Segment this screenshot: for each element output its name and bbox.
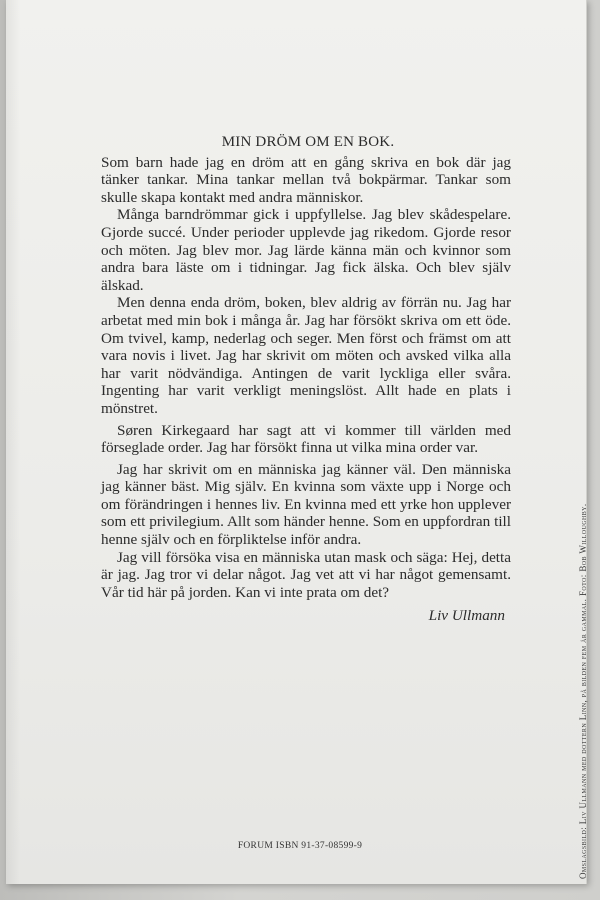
paragraph-4: Søren Kirkegaard har sagt att vi kommer till världen med förseglade order. Jag har försökt finna ut vilka mina order var. bbox=[101, 421, 511, 457]
publisher-isbn: FORUM ISBN 91-37-08599-9 bbox=[237, 841, 363, 851]
cover-photo-credit: Omslagsbild: Liv Ullmann med dottern Linn, på bilden fem år gammal. Foto: Bob Willoughby. bbox=[578, 503, 588, 879]
paragraph-5: Jag har skrivit om en människa jag känner väl. Den människa jag känner bäst. Mig själv. En kvinna som växte upp i Norge och om förändringen i hennes liv. En kvinna med ett yrke hon upplever som ett privilegium. Allt som händer henne. Som en uppfordran till henne själv och en förpliktelse inför andra. bbox=[101, 460, 511, 549]
paragraph-6: Jag vill försöka visa en människa utan mask och säga: Hej, detta är jag. Jag tror vi delar något. Jag vet att vi har något gemensamt. Vår tid här på jorden. Kan vi inte prata om det? bbox=[101, 548, 511, 601]
paragraph-3: Men denna enda dröm, boken, blev aldrig av förrän nu. Jag har arbetat med min bok i många år. Jag har försökt skriva om ett öde. Om tvivel, kamp, nederlag och seger. Men först och främst om att vara novis i livet. Jag har skrivit om möten och avsked vilka alla har varit nödvändiga. Antingen de varit lyckliga eller svåra. Ingenting har varit verkligt meningslöst. Allt hade en plats i mönstret. bbox=[101, 294, 511, 417]
paragraph-2: Många barndrömmar gick i uppfyllelse. Jag blev skådespelare. Gjorde succé. Under perioder upplevde jag rikedom. Gjorde resor och möten. Jag blev mor. Jag lärde känna män och kvinnor som andra bara läste om i tidningar. Jag fick älska. Och blev själv älskad. bbox=[101, 206, 511, 294]
blurb-text-block bbox=[101, 134, 511, 640]
paragraph-1: Som barn hade jag en dröm att en gång skriva en bok där jag tänker tankar. Mina tankar mellan två bokpärmar. Tankar som skulle skapa kontakt med andra människor. bbox=[101, 153, 511, 206]
blurb-title: MIN DRÖM OM EN BOK. bbox=[221, 134, 395, 150]
spine-shadow bbox=[6, 0, 20, 884]
author-signature: Liv Ullmann bbox=[428, 607, 505, 625]
